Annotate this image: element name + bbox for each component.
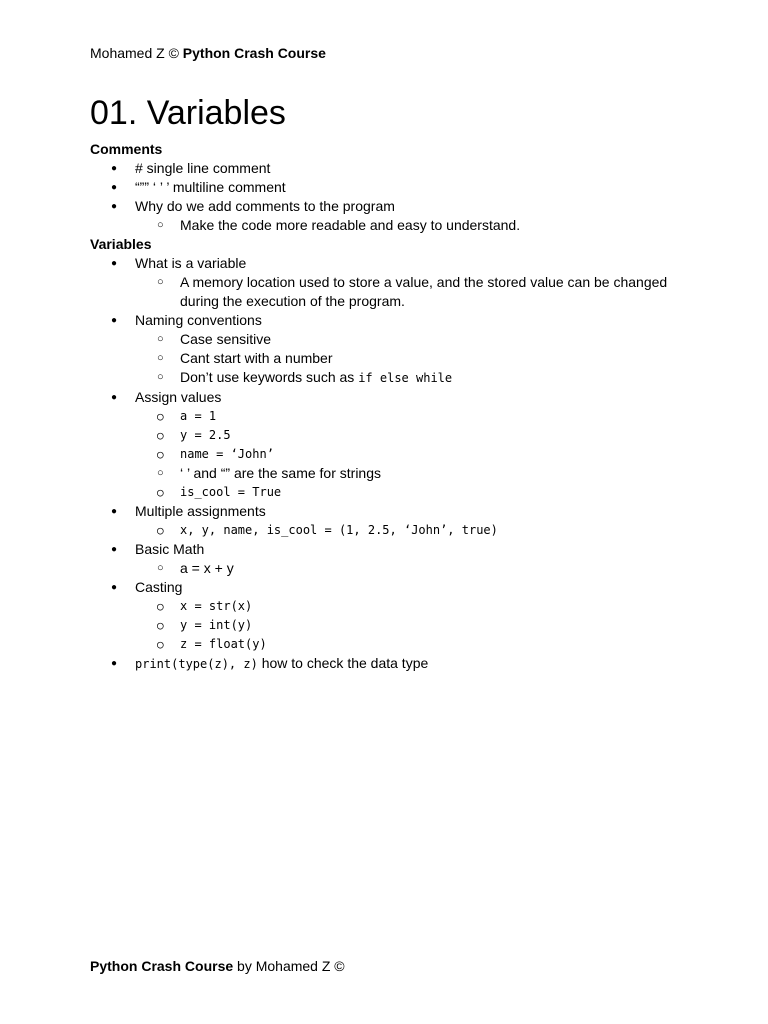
keywords-code: if else while xyxy=(358,371,453,385)
page-header xyxy=(90,45,326,61)
header-author: Mohamed Z © xyxy=(90,45,179,61)
list-item: ● Why do we add comments to the program xyxy=(90,197,690,216)
list-item: ● # single line comment xyxy=(90,159,690,178)
sub-list-item: ○ Case sensitive xyxy=(90,330,690,349)
list-item xyxy=(90,654,690,674)
code-item: ○ z = float(y) xyxy=(90,635,690,654)
list-item: ● Casting xyxy=(90,578,690,597)
comments-heading: Comments xyxy=(90,141,163,157)
sub-list-item: ○ Cant start with a number xyxy=(90,349,690,368)
list-item: ● “”” ‘ ’ ’ multiline comment xyxy=(90,178,690,197)
code-item: ○ name = ‘John’ xyxy=(90,445,690,464)
sub-list-item: ○ ‘ ’ and “” are the same for strings xyxy=(90,464,690,483)
footer-course: Python Crash Course xyxy=(90,958,234,974)
list-item: ● Naming conventions xyxy=(90,311,690,330)
list-item: ● Multiple assignments xyxy=(90,502,690,521)
list-item: ● Assign values xyxy=(90,388,690,407)
document-body xyxy=(90,140,690,674)
variables-heading: Variables xyxy=(90,236,152,252)
sub-list-item: ○ Make the code more readable and easy to understand. xyxy=(90,216,690,235)
page-title: 01. Variables xyxy=(90,94,286,132)
footer-author: by Mohamed Z © xyxy=(233,958,345,974)
code-item: ○ x, y, name, is_cool = (1, 2.5, ‘John’, true) xyxy=(90,521,690,540)
sub-list-item: ○ A memory location used to store a value, and the stored value can be changed during the execution of the program. xyxy=(90,273,690,311)
print-text: how to check the data type xyxy=(257,655,429,671)
print-code: print(type(z), z) xyxy=(135,657,258,671)
header-course: Python Crash Course xyxy=(182,45,326,61)
list-item: ● Basic Math xyxy=(90,540,690,559)
page-footer xyxy=(90,958,345,974)
list-item: ● What is a variable xyxy=(90,254,690,273)
keywords-text: Don’t use keywords such as xyxy=(180,369,359,385)
code-item: ○ a = 1 xyxy=(90,407,690,426)
sub-list-item: ○ a = x + y xyxy=(90,559,690,578)
code-item: ○ y = int(y) xyxy=(90,616,690,635)
sub-list-item xyxy=(90,368,690,388)
code-item: ○ y = 2.5 xyxy=(90,426,690,445)
code-item: ○ is_cool = True xyxy=(90,483,690,502)
code-item: ○ x = str(x) xyxy=(90,597,690,616)
